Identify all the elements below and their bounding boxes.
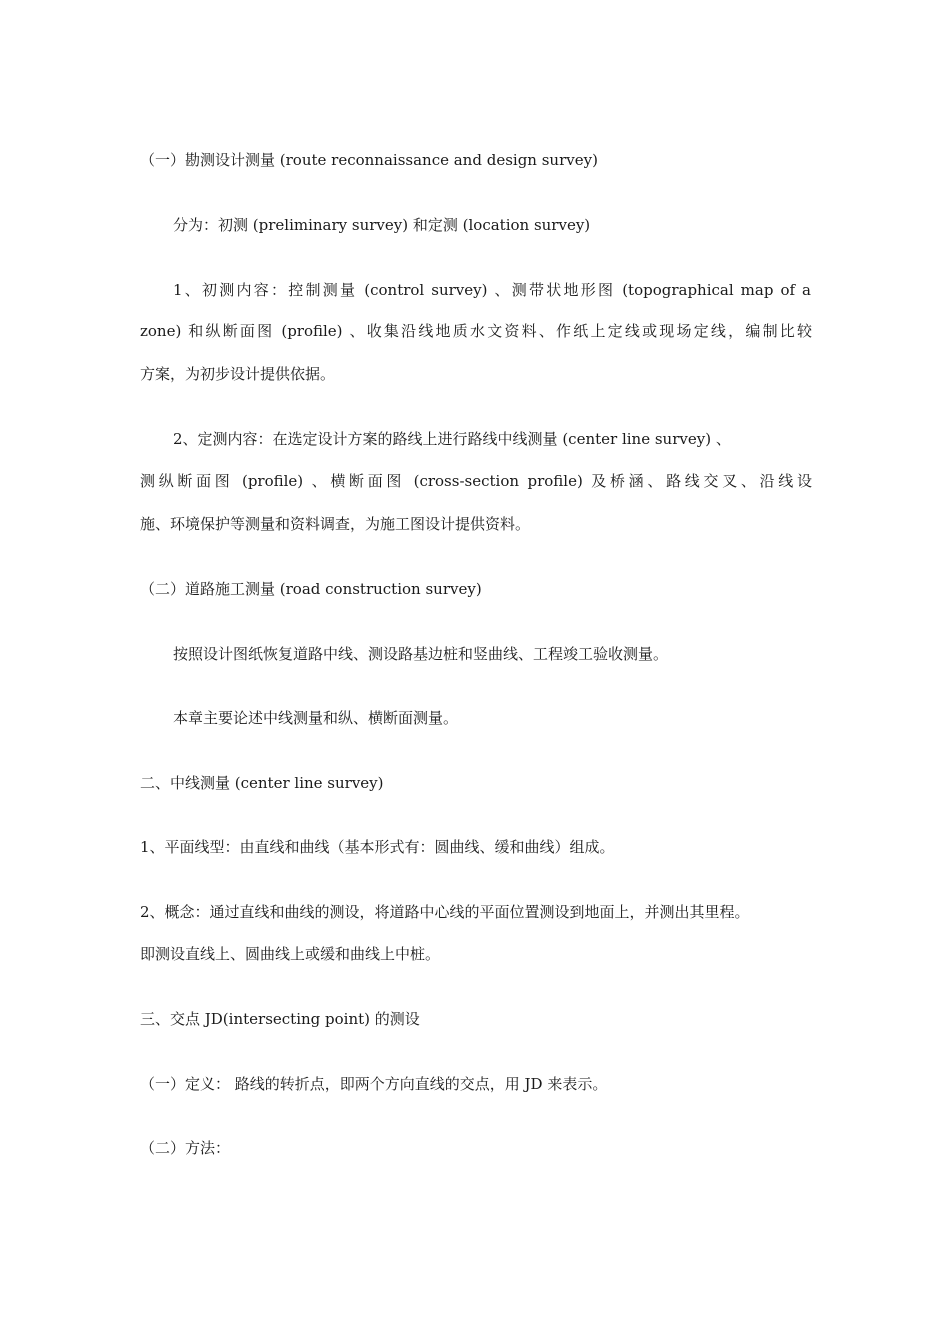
paragraph-preliminary-line-1: 1、初测内容：控制测量 (control survey) 、测带状地形图 (topographical map of a [173,281,811,299]
paragraph-definition: （一）定义： 路线的转折点，即两个方向直线的交点，用 JD 来表示。 [140,1075,608,1093]
paragraph-concept-line-2: 即测设直线上、圆曲线上或缓和曲线上中桩。 [140,945,441,963]
paragraph-location-line-2: 测纵断面图 (profile) 、横断面图 (cross-section profile) 及桥涵、路线交叉、沿线设 [140,472,812,490]
paragraph-preliminary-line-3: 方案，为初步设计提供依据。 [140,365,336,383]
heading-center-line-survey: 二、中线测量 (center line survey) [140,774,384,792]
heading-intersection-point: 三、交点 JD(intersecting point) 的测设 [140,1010,420,1028]
paragraph-plane-alignment: 1、平面线型：由直线和曲线（基本形式有：圆曲线、缓和曲线）组成。 [140,838,615,856]
paragraph-survey-types: 分为：初测 (preliminary survey) 和定测 (location survey) [173,216,591,234]
paragraph-preliminary-line-2: zone) 和纵断面图 (profile) 、收集沿线地质水文资料、作纸上定线或现场定线，编制比较 [140,322,812,340]
heading-route-survey: （一）勘测设计测量 (route reconnaissance and design survey) [140,151,598,169]
paragraph-concept-line-1: 2、概念：通过直线和曲线的测设，将道路中心线的平面位置测设到地面上，并测出其里程。 [140,903,750,921]
heading-construction-survey: （二）道路施工测量 (road construction survey) [140,580,482,598]
paragraph-construction: 按照设计图纸恢复道路中线、测设路基边桩和竖曲线、工程竣工验收测量。 [173,645,669,663]
paragraph-chapter-summary: 本章主要论述中线测量和纵、横断面测量。 [173,709,459,727]
paragraph-location-line-3: 施、环境保护等测量和资料调查，为施工图设计提供资料。 [140,515,531,533]
paragraph-location-line-1: 2、定测内容：在选定设计方案的路线上进行路线中线测量 (center line survey) 、 [173,430,731,448]
paragraph-method: （二）方法： [140,1139,231,1157]
